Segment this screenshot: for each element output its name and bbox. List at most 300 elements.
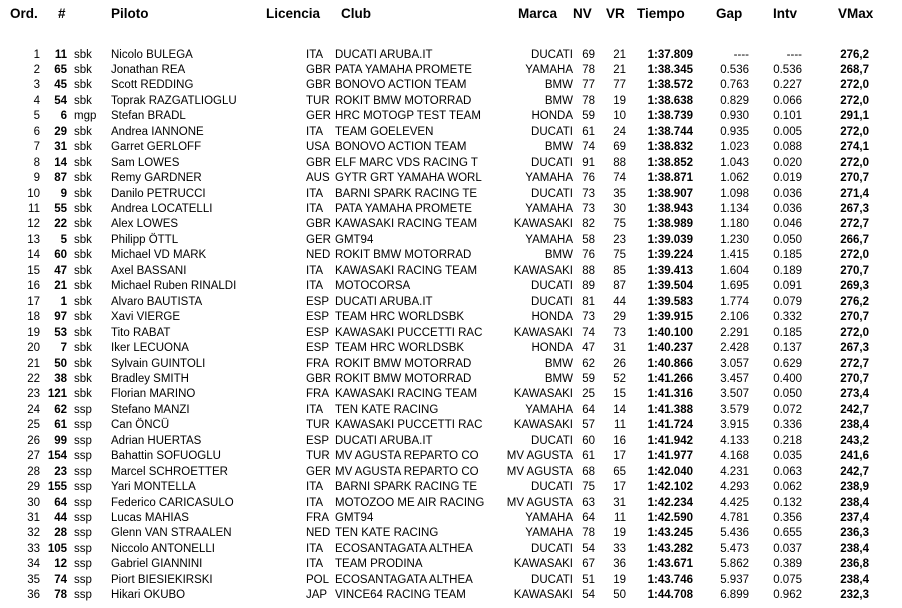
cell-licencia: TUR xyxy=(306,419,330,432)
cell-nv: 54 xyxy=(582,589,595,602)
table-row xyxy=(0,434,902,450)
cell-vmax: 272,0 xyxy=(840,249,869,262)
cell-class: sbk xyxy=(74,94,92,107)
cell-vmax: 274,1 xyxy=(840,141,869,154)
cell-number: 12 xyxy=(54,558,67,571)
cell-intv: 0.137 xyxy=(773,342,802,355)
table-row xyxy=(0,418,902,434)
cell-class: sbk xyxy=(74,218,92,231)
cell-number: 29 xyxy=(54,125,67,138)
cell-club: KAWASAKI RACING TEAM xyxy=(335,388,478,401)
cell-marca: DUCATI xyxy=(531,156,573,169)
cell-intv: 0.035 xyxy=(773,450,802,463)
cell-club: PATA YAMAHA PROMETE xyxy=(335,203,472,215)
cell-ord: 34 xyxy=(27,558,40,571)
cell-licencia: JAP xyxy=(306,589,328,602)
cell-club: KAWASAKI RACING TEAM xyxy=(335,218,478,231)
cell-vmax: 266,7 xyxy=(840,233,869,246)
cell-marca: DUCATI xyxy=(531,125,573,138)
table-row xyxy=(0,403,902,419)
cell-licencia: ITA xyxy=(306,280,324,293)
cell-intv: 0.389 xyxy=(773,558,802,571)
cell-tiempo: 1:38.943 xyxy=(647,203,693,215)
cell-gap: 1.604 xyxy=(720,264,749,277)
cell-nv: 78 xyxy=(582,94,595,107)
cell-licencia: POL xyxy=(306,573,330,586)
cell-tiempo: 1:43.245 xyxy=(647,527,693,540)
cell-number: 45 xyxy=(54,79,67,92)
cell-vmax: 236,8 xyxy=(840,558,869,571)
table-row xyxy=(0,279,902,295)
cell-nv: 78 xyxy=(582,527,595,540)
cell-vr: 87 xyxy=(613,280,626,293)
cell-pilot: Yari MONTELLA xyxy=(111,481,196,494)
cell-vmax: 272,0 xyxy=(840,156,869,169)
cell-tiempo: 1:41.316 xyxy=(647,388,693,401)
cell-club: BONOVO ACTION TEAM xyxy=(335,79,467,92)
cell-pilot: Philipp ÖTTL xyxy=(111,233,179,246)
cell-club: MOTOCORSA xyxy=(335,280,411,293)
cell-nv: 59 xyxy=(582,372,595,385)
cell-licencia: ITA xyxy=(306,403,324,416)
cell-marca: DUCATI xyxy=(531,542,573,555)
cell-tiempo: 1:39.413 xyxy=(647,264,693,277)
table-row xyxy=(0,588,902,604)
cell-vr: 36 xyxy=(613,558,626,571)
cell-gap: 4.133 xyxy=(720,434,749,447)
cell-vmax: 242,7 xyxy=(840,465,869,478)
table-row xyxy=(0,326,902,342)
cell-licencia: GER xyxy=(306,233,331,246)
cell-nv: 76 xyxy=(582,172,595,185)
cell-vr: 74 xyxy=(613,172,626,185)
cell-licencia: ITA xyxy=(306,558,324,571)
cell-number: 61 xyxy=(54,419,67,432)
cell-pilot: Iker LECUONA xyxy=(111,342,189,355)
cell-pilot: Bradley SMITH xyxy=(111,372,189,385)
cell-number: 44 xyxy=(54,512,67,524)
cell-nv: 57 xyxy=(582,419,595,432)
cell-nv: 25 xyxy=(582,388,595,401)
cell-gap: 0.930 xyxy=(720,110,749,123)
cell-pilot: Glenn VAN STRAALEN xyxy=(111,527,232,540)
cell-club: ECOSANTAGATA ALTHEA xyxy=(335,542,473,555)
cell-marca: DUCATI xyxy=(531,573,573,586)
cell-pilot: Florian MARINO xyxy=(111,388,196,401)
cell-nv: 74 xyxy=(582,326,595,339)
cell-tiempo: 1:38.739 xyxy=(647,110,693,123)
cell-pilot: Alex LOWES xyxy=(111,218,179,231)
cell-class: ssp xyxy=(74,403,92,416)
cell-gap: 1.180 xyxy=(720,218,749,231)
cell-vmax: 237,4 xyxy=(840,512,869,524)
table-row xyxy=(0,542,902,558)
cell-number: 38 xyxy=(54,372,67,385)
cell-licencia: ITA xyxy=(306,481,324,494)
cell-vmax: 242,7 xyxy=(840,403,869,416)
cell-number: 53 xyxy=(54,326,67,339)
cell-pilot: Alvaro BAUTISTA xyxy=(111,295,203,308)
cell-pilot: Stefano MANZI xyxy=(111,403,190,416)
cell-gap: 5.436 xyxy=(720,527,749,540)
cell-pilot: Lucas MAHIAS xyxy=(111,512,189,524)
table-row xyxy=(0,171,902,187)
cell-nv: 77 xyxy=(582,79,595,92)
cell-nv: 73 xyxy=(582,187,595,200)
cell-class: ssp xyxy=(74,573,92,586)
table-row xyxy=(0,140,902,156)
cell-club: ROKIT BMW MOTORRAD xyxy=(335,357,472,370)
cell-ord: 31 xyxy=(27,512,40,524)
cell-gap: 5.862 xyxy=(720,558,749,571)
header-tiempo: Tiempo xyxy=(637,6,685,21)
cell-vmax: 276,2 xyxy=(840,48,869,61)
cell-vmax: 268,7 xyxy=(840,63,869,76)
cell-tiempo: 1:38.871 xyxy=(647,172,693,185)
cell-class: sbk xyxy=(74,372,92,385)
cell-vr: 31 xyxy=(613,496,626,509)
cell-marca: DUCATI xyxy=(531,280,573,293)
cell-licencia: GBR xyxy=(306,79,331,92)
cell-gap: 4.293 xyxy=(720,481,749,494)
cell-number: 55 xyxy=(54,203,67,215)
cell-pilot: Xavi VIERGE xyxy=(111,311,181,324)
cell-number: 47 xyxy=(54,264,67,277)
cell-pilot: Jonathan REA xyxy=(111,63,186,76)
cell-ord: 15 xyxy=(27,264,40,277)
cell-pilot: Gabriel GIANNINI xyxy=(111,558,203,571)
cell-ord: 16 xyxy=(27,280,40,293)
cell-gap: 1.098 xyxy=(720,187,749,200)
cell-ord: 25 xyxy=(27,419,40,432)
cell-tiempo: 1:43.282 xyxy=(647,542,693,555)
cell-class: mgp xyxy=(74,110,97,123)
cell-class: sbk xyxy=(74,280,92,293)
cell-tiempo: 1:39.039 xyxy=(647,233,693,246)
cell-vmax: 267,3 xyxy=(840,342,869,355)
cell-club: ECOSANTAGATA ALTHEA xyxy=(335,573,473,586)
cell-tiempo: 1:38.852 xyxy=(647,156,693,169)
cell-ord: 17 xyxy=(27,295,40,308)
cell-intv: 0.536 xyxy=(773,63,802,76)
cell-tiempo: 1:38.572 xyxy=(647,79,693,92)
table-row xyxy=(0,387,902,403)
cell-nv: 59 xyxy=(582,110,595,123)
cell-pilot: Michael VD MARK xyxy=(111,249,207,262)
cell-licencia: ITA xyxy=(306,187,324,200)
cell-gap: 3.579 xyxy=(720,403,749,416)
cell-vr: 21 xyxy=(613,63,626,76)
cell-class: ssp xyxy=(74,481,92,494)
table-row xyxy=(0,125,902,141)
cell-nv: 88 xyxy=(582,264,595,277)
cell-intv: 0.037 xyxy=(773,542,802,555)
cell-vmax: 271,4 xyxy=(840,187,869,200)
cell-gap: 4.425 xyxy=(720,496,749,509)
cell-tiempo: 1:39.504 xyxy=(647,280,693,293)
cell-marca: DUCATI xyxy=(531,434,573,447)
cell-vmax: 270,7 xyxy=(840,311,869,324)
cell-club: ROKIT BMW MOTORRAD xyxy=(335,94,472,107)
cell-club: DUCATI ARUBA.IT xyxy=(335,295,433,308)
cell-class: sbk xyxy=(74,203,92,215)
cell-number: 154 xyxy=(47,450,67,463)
cell-licencia: ESP xyxy=(306,311,330,324)
cell-licencia: USA xyxy=(306,141,330,154)
cell-class: sbk xyxy=(74,233,92,246)
header-vr: VR xyxy=(606,6,625,21)
cell-club: GYTR GRT YAMAHA WORL xyxy=(335,172,482,185)
cell-licencia: FRA xyxy=(306,357,329,370)
cell-club: HRC MOTOGP TEST TEAM xyxy=(335,110,481,123)
cell-licencia: ITA xyxy=(306,48,324,61)
cell-club: KAWASAKI PUCCETTI RAC xyxy=(335,419,483,432)
cell-number: 50 xyxy=(54,357,67,370)
cell-vr: 17 xyxy=(613,481,626,494)
cell-gap: 2.291 xyxy=(720,326,749,339)
cell-intv: 0.062 xyxy=(773,481,802,494)
table-row xyxy=(0,94,902,110)
cell-ord: 21 xyxy=(27,357,40,370)
cell-tiempo: 1:39.915 xyxy=(647,311,693,324)
cell-marca: BMW xyxy=(544,357,573,370)
cell-tiempo: 1:41.388 xyxy=(647,403,693,416)
cell-nv: 61 xyxy=(582,125,595,138)
table-row xyxy=(0,295,902,311)
cell-vmax: 243,2 xyxy=(840,434,869,447)
cell-club: BARNI SPARK RACING TE xyxy=(335,187,478,200)
table-row xyxy=(0,341,902,357)
cell-marca: KAWASAKI xyxy=(513,218,573,231)
cell-licencia: GER xyxy=(306,465,331,478)
table-row xyxy=(0,78,902,94)
table-row xyxy=(0,109,902,125)
cell-ord: 4 xyxy=(33,94,40,107)
cell-gap: 2.428 xyxy=(720,342,749,355)
cell-vr: 65 xyxy=(613,465,626,478)
table-row xyxy=(0,465,902,481)
cell-gap: 5.937 xyxy=(720,573,749,586)
cell-number: 65 xyxy=(54,63,67,76)
cell-class: ssp xyxy=(74,496,92,509)
cell-pilot: Michael Ruben RINALDI xyxy=(111,280,237,293)
cell-pilot: Axel BASSANI xyxy=(111,264,187,277)
cell-licencia: FRA xyxy=(306,512,329,524)
cell-intv: 0.332 xyxy=(773,311,802,324)
cell-vr: 73 xyxy=(613,326,626,339)
cell-number: 6 xyxy=(60,110,67,123)
cell-gap: 6.899 xyxy=(720,589,749,602)
cell-intv: 0.218 xyxy=(773,434,802,447)
cell-marca: KAWASAKI xyxy=(513,419,573,432)
cell-ord: 18 xyxy=(27,311,40,324)
cell-licencia: GBR xyxy=(306,218,331,231)
table-row xyxy=(0,202,902,218)
cell-club: PATA YAMAHA PROMETE xyxy=(335,63,472,76)
cell-vr: 88 xyxy=(613,156,626,169)
cell-gap: 1.415 xyxy=(720,249,749,262)
cell-licencia: TUR xyxy=(306,450,330,463)
cell-gap: 0.935 xyxy=(720,125,749,138)
cell-class: ssp xyxy=(74,465,92,478)
cell-vr: 50 xyxy=(613,589,626,602)
cell-ord: 29 xyxy=(27,481,40,494)
cell-pilot: Tito RABAT xyxy=(111,326,171,339)
cell-vr: 31 xyxy=(613,342,626,355)
cell-intv: ---- xyxy=(786,48,802,61)
cell-intv: 0.088 xyxy=(773,141,802,154)
cell-intv: 0.101 xyxy=(773,110,802,123)
cell-vmax: 267,3 xyxy=(840,203,869,215)
cell-class: sbk xyxy=(74,141,92,154)
cell-tiempo: 1:39.583 xyxy=(647,295,693,308)
cell-tiempo: 1:40.100 xyxy=(647,326,693,339)
cell-nv: 82 xyxy=(582,218,595,231)
cell-ord: 19 xyxy=(27,326,40,339)
cell-vmax: 238,9 xyxy=(840,481,869,494)
table-row xyxy=(0,557,902,573)
cell-gap: 4.231 xyxy=(720,465,749,478)
header-number: # xyxy=(58,6,66,21)
cell-marca: DUCATI xyxy=(531,48,573,61)
cell-nv: 64 xyxy=(582,403,595,416)
cell-intv: 0.079 xyxy=(773,295,802,308)
cell-club: TEN KATE RACING xyxy=(335,527,439,540)
cell-licencia: ITA xyxy=(306,542,324,555)
cell-intv: 0.336 xyxy=(773,419,802,432)
cell-ord: 27 xyxy=(27,450,40,463)
cell-intv: 0.356 xyxy=(773,512,802,524)
cell-class: ssp xyxy=(74,542,92,555)
cell-licencia: ITA xyxy=(306,496,324,509)
cell-pilot: Niccolo ANTONELLI xyxy=(111,542,215,555)
cell-ord: 12 xyxy=(27,218,40,231)
cell-vmax: 276,2 xyxy=(840,295,869,308)
cell-number: 7 xyxy=(60,342,67,355)
table-row xyxy=(0,357,902,373)
header-ord: Ord. xyxy=(10,6,38,21)
table-row xyxy=(0,187,902,203)
table-row xyxy=(0,233,902,249)
cell-vr: 30 xyxy=(613,203,626,215)
cell-licencia: ESP xyxy=(306,342,330,355)
cell-club: VINCE64 RACING TEAM xyxy=(335,589,466,602)
cell-vmax: 270,7 xyxy=(840,372,869,385)
cell-ord: 3 xyxy=(33,79,40,92)
cell-vmax: 241,6 xyxy=(840,450,869,463)
cell-intv: 0.050 xyxy=(773,233,802,246)
cell-vr: 10 xyxy=(613,110,626,123)
cell-club: ROKIT BMW MOTORRAD xyxy=(335,249,472,262)
cell-nv: 69 xyxy=(582,48,595,61)
cell-tiempo: 1:43.671 xyxy=(647,558,693,571)
cell-marca: YAMAHA xyxy=(525,527,573,540)
cell-licencia: GBR xyxy=(306,156,331,169)
cell-ord: 23 xyxy=(27,388,40,401)
cell-vr: 26 xyxy=(613,357,626,370)
cell-marca: YAMAHA xyxy=(525,233,573,246)
cell-nv: 51 xyxy=(582,573,595,586)
cell-pilot: Garret GERLOFF xyxy=(111,141,202,154)
cell-pilot: Piort BIESIEKIRSKI xyxy=(111,573,213,586)
cell-vmax: 272,0 xyxy=(840,125,869,138)
cell-number: 64 xyxy=(54,496,67,509)
cell-gap: 1.230 xyxy=(720,233,749,246)
cell-vr: 33 xyxy=(613,542,626,555)
cell-class: ssp xyxy=(74,434,92,447)
cell-gap: 4.168 xyxy=(720,450,749,463)
cell-marca: HONDA xyxy=(531,110,573,123)
cell-vmax: 273,4 xyxy=(840,388,869,401)
cell-gap: ---- xyxy=(733,48,749,61)
cell-licencia: ITA xyxy=(306,125,324,138)
cell-marca: DUCATI xyxy=(531,187,573,200)
cell-club: GMT94 xyxy=(335,512,374,524)
cell-number: 99 xyxy=(54,434,67,447)
cell-club: MV AGUSTA REPARTO CO xyxy=(335,465,479,478)
cell-vr: 29 xyxy=(613,311,626,324)
cell-vr: 16 xyxy=(613,434,626,447)
cell-pilot: Nicolo BULEGA xyxy=(111,48,193,61)
cell-licencia: FRA xyxy=(306,388,329,401)
cell-pilot: Bahattin SOFUOGLU xyxy=(111,450,221,463)
cell-ord: 14 xyxy=(27,249,40,262)
cell-club: MOTOZOO ME AIR RACING xyxy=(335,496,485,509)
header-piloto: Piloto xyxy=(111,6,149,21)
cell-number: 121 xyxy=(47,388,67,401)
cell-vmax: 238,4 xyxy=(840,573,869,586)
cell-intv: 0.036 xyxy=(773,203,802,215)
cell-intv: 0.655 xyxy=(773,527,802,540)
cell-number: 87 xyxy=(54,172,67,185)
cell-nv: 73 xyxy=(582,203,595,215)
table-row xyxy=(0,310,902,326)
cell-vr: 75 xyxy=(613,218,626,231)
cell-vmax: 238,4 xyxy=(840,419,869,432)
cell-pilot: Scott REDDING xyxy=(111,79,194,92)
cell-ord: 35 xyxy=(27,573,40,586)
cell-marca: HONDA xyxy=(531,311,573,324)
cell-number: 14 xyxy=(54,156,67,169)
cell-vmax: 238,4 xyxy=(840,542,869,555)
cell-ord: 9 xyxy=(33,172,40,185)
cell-number: 31 xyxy=(54,141,67,154)
cell-ord: 36 xyxy=(27,589,40,602)
cell-number: 11 xyxy=(54,48,67,61)
cell-number: 28 xyxy=(54,527,67,540)
cell-intv: 0.189 xyxy=(773,264,802,277)
cell-intv: 0.072 xyxy=(773,403,802,416)
cell-intv: 0.185 xyxy=(773,249,802,262)
cell-marca: YAMAHA xyxy=(525,403,573,416)
cell-pilot: Remy GARDNER xyxy=(111,172,202,185)
cell-class: sbk xyxy=(74,187,92,200)
cell-intv: 0.075 xyxy=(773,573,802,586)
cell-number: 78 xyxy=(54,589,67,602)
cell-intv: 0.066 xyxy=(773,94,802,107)
cell-licencia: ESP xyxy=(306,326,330,339)
cell-class: ssp xyxy=(74,450,92,463)
table-row xyxy=(0,449,902,465)
cell-number: 74 xyxy=(54,573,67,586)
cell-marca: KAWASAKI xyxy=(513,326,573,339)
cell-class: sbk xyxy=(74,79,92,92)
cell-pilot: Stefan BRADL xyxy=(111,110,186,123)
cell-nv: 61 xyxy=(582,450,595,463)
cell-vr: 23 xyxy=(613,233,626,246)
cell-vr: 19 xyxy=(613,94,626,107)
cell-marca: KAWASAKI xyxy=(513,589,573,602)
